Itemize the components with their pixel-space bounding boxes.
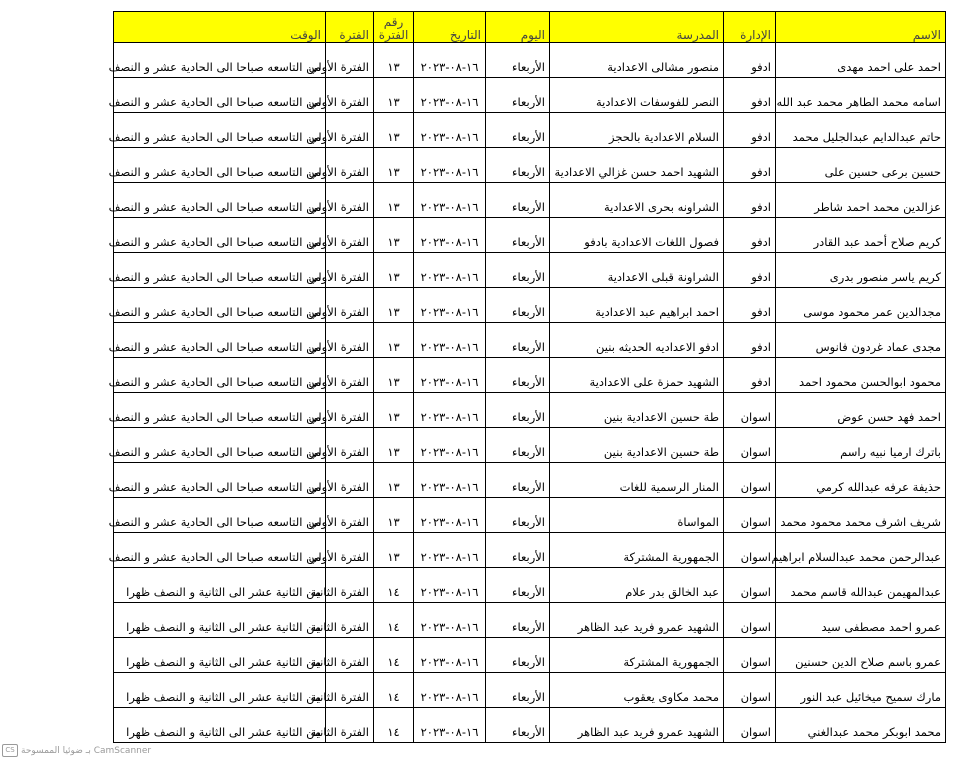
cell-date: ١٦-٠٨-٢٠٢٣ (414, 498, 486, 533)
cell-admin: ادفو (724, 183, 776, 218)
cell-name: اسامه محمد الطاهر محمد عبد الله (776, 78, 946, 113)
cell-admin: ادفو (724, 218, 776, 253)
cell-day: الأربعاء (486, 463, 550, 498)
cell-name: محمود ابوالحسن محمود احمد (776, 358, 946, 393)
cell-period-number: ١٣ (374, 183, 414, 218)
cell-name: حذيفة عرفه عبدالله كرمي (776, 463, 946, 498)
table-row (114, 148, 946, 183)
cell-day: الأربعاء (486, 708, 550, 743)
cell-period: الفترة الأولي (326, 78, 374, 113)
cell-date: ١٦-٠٨-٢٠٢٣ (414, 533, 486, 568)
cell-time: من التاسعه صباحا الى الحادية عشر و النصف (114, 358, 326, 393)
cell-date: ١٦-٠٨-٢٠٢٣ (414, 393, 486, 428)
cell-name: عمرو باسم صلاح الدين حسنين (776, 638, 946, 673)
cell-school: الجمهورية المشتركة (550, 638, 724, 673)
cell-time: من التاسعه صباحا الى الحادية عشر و النصف (114, 323, 326, 358)
cell-day: الأربعاء (486, 358, 550, 393)
table-row (114, 358, 946, 393)
cell-time: من الثانية عشر الى الثانية و النصف ظهرا (114, 673, 326, 708)
table-row (114, 603, 946, 638)
cell-period-number: ١٤ (374, 673, 414, 708)
cell-period-number: ١٣ (374, 113, 414, 148)
cell-date: ١٦-٠٨-٢٠٢٣ (414, 288, 486, 323)
cell-admin: اسوان (724, 463, 776, 498)
cell-date: ١٦-٠٨-٢٠٢٣ (414, 113, 486, 148)
cell-time: من التاسعه صباحا الى الحادية عشر و النصف (114, 218, 326, 253)
cell-school: النصر للفوسفات الاعدادية (550, 78, 724, 113)
cell-name: عبدالرحمن محمد عبدالسلام ابراهيم (776, 533, 946, 568)
cell-day: الأربعاء (486, 78, 550, 113)
cell-admin: ادفو (724, 43, 776, 78)
cell-date: ١٦-٠٨-٢٠٢٣ (414, 568, 486, 603)
table-body (108, 43, 946, 743)
watermark-text: CamScanner بـ ضوئيا الممسوحة (21, 745, 152, 756)
cell-day: الأربعاء (486, 43, 550, 78)
cell-day: الأربعاء (486, 533, 550, 568)
cell-school: الشهيد عمرو فريد عبد الظاهر (550, 603, 724, 638)
cell-period-number: ١٣ (374, 498, 414, 533)
table-row (114, 323, 946, 358)
cell-name: عزالدين محمد احمد شاطر (776, 183, 946, 218)
cell-period: الفترة الثانية (326, 603, 374, 638)
table-row (114, 393, 946, 428)
cell-day: الأربعاء (486, 498, 550, 533)
cell-admin: ادفو (724, 288, 776, 323)
cell-time: من التاسعه صباحا الى الحادية عشر و النصف (114, 288, 326, 323)
table-row (114, 638, 946, 673)
cell-time: من التاسعه صباحا الى الحادية عشر و النصف (114, 393, 326, 428)
cell-name: احمد فهد حسن عوض (776, 393, 946, 428)
table-row (114, 183, 946, 218)
table-row (114, 708, 946, 743)
cell-name: عبدالمهيمن عبدالله قاسم محمد (776, 568, 946, 603)
cell-time: من التاسعه صباحا الى الحادية عشر و النصف (114, 428, 326, 463)
cell-period: الفترة الأولي (326, 253, 374, 288)
cell-name: مجدى عماد غردون فانوس (776, 323, 946, 358)
cell-admin: اسوان (724, 393, 776, 428)
cell-day: الأربعاء (486, 638, 550, 673)
cell-time: من التاسعه صباحا الى الحادية عشر و النصف (114, 253, 326, 288)
table-row (114, 533, 946, 568)
table-row (114, 498, 946, 533)
cell-admin: ادفو (724, 78, 776, 113)
cell-admin: ادفو (724, 358, 776, 393)
cell-period: الفترة الثانية (326, 708, 374, 743)
cell-admin: ادفو (724, 113, 776, 148)
cell-name: حسين برعى حسين على (776, 148, 946, 183)
cell-period-number: ١٣ (374, 148, 414, 183)
cell-school: الشراونه بحرى الاعدادية (550, 183, 724, 218)
cell-name: مجدالدين عمر محمود موسى (776, 288, 946, 323)
cell-name: شريف اشرف محمد محمود محمد (776, 498, 946, 533)
cell-day: الأربعاء (486, 183, 550, 218)
cell-period-number: ١٣ (374, 218, 414, 253)
cell-period-number: ١٣ (374, 463, 414, 498)
cell-name: احمد على احمد مهدى (776, 43, 946, 78)
cell-period: الفترة الأولي (326, 323, 374, 358)
cell-name: باترك ارميا نبيه راسم (776, 428, 946, 463)
cell-name: كريم ياسر منصور بدرى (776, 253, 946, 288)
cell-period-number: ١٣ (374, 288, 414, 323)
table-row (114, 253, 946, 288)
cell-period: الفترة الأولي (326, 288, 374, 323)
cell-date: ١٦-٠٨-٢٠٢٣ (414, 708, 486, 743)
cell-date: ١٦-٠٨-٢٠٢٣ (414, 218, 486, 253)
cell-date: ١٦-٠٨-٢٠٢٣ (414, 428, 486, 463)
cell-school: المواساة (550, 498, 724, 533)
header-day: اليوم (486, 12, 550, 43)
cell-day: الأربعاء (486, 428, 550, 463)
header-period-number: رقم الفترة (374, 12, 414, 43)
cell-time: من الثانية عشر الى الثانية و النصف ظهرا (114, 603, 326, 638)
header-name: الاسم (776, 12, 946, 43)
header-admin: الإدارة (724, 12, 776, 43)
cell-period-number: ١٣ (374, 533, 414, 568)
table-row (114, 43, 946, 78)
cell-day: الأربعاء (486, 603, 550, 638)
cell-admin: اسوان (724, 428, 776, 463)
cell-period-number: ١٤ (374, 568, 414, 603)
cell-admin: ادفو (724, 148, 776, 183)
table-row (114, 113, 946, 148)
cell-period: الفترة الأولي (326, 218, 374, 253)
header-date: التاريخ (414, 12, 486, 43)
cell-date: ١٦-٠٨-٢٠٢٣ (414, 673, 486, 708)
cell-time: من التاسعه صباحا الى الحادية عشر و النصف (114, 78, 326, 113)
cell-period-number: ١٤ (374, 603, 414, 638)
cell-period-number: ١٣ (374, 78, 414, 113)
table-row (114, 463, 946, 498)
cell-day: الأربعاء (486, 148, 550, 183)
header-row (114, 12, 946, 43)
cell-time: من التاسعه صباحا الى الحادية عشر و النصف (114, 148, 326, 183)
cell-period-number: ١٣ (374, 358, 414, 393)
cell-date: ١٦-٠٨-٢٠٢٣ (414, 638, 486, 673)
table-row (114, 673, 946, 708)
table-row (114, 78, 946, 113)
cell-name: عمرو احمد مصطفى سيد (776, 603, 946, 638)
cell-day: الأربعاء (486, 568, 550, 603)
cell-name: مارك سميح ميخائيل عبد النور (776, 673, 946, 708)
cell-school: ادفو الاعداديه الحديثه بنين (550, 323, 724, 358)
cell-period-number: ١٤ (374, 638, 414, 673)
cell-day: الأربعاء (486, 393, 550, 428)
cell-day: الأربعاء (486, 253, 550, 288)
cell-school: محمد مكاوى يعقوب (550, 673, 724, 708)
header-school: المدرسة (550, 12, 724, 43)
cell-admin: اسوان (724, 568, 776, 603)
cell-date: ١٦-٠٨-٢٠٢٣ (414, 148, 486, 183)
cell-school: عبد الخالق بدر علام (550, 568, 724, 603)
cell-admin: اسوان (724, 498, 776, 533)
cell-school: طة حسين الاعدادية بنين (550, 428, 724, 463)
cell-school: السلام الاعدادية بالحجز (550, 113, 724, 148)
cell-time: من التاسعه صباحا الى الحادية عشر و النصف (114, 113, 326, 148)
cell-time: من الثانية عشر الى الثانية و النصف ظهرا (114, 638, 326, 673)
header-period: الفترة (326, 12, 374, 43)
cell-time: من التاسعه صباحا الى الحادية عشر و النصف (114, 533, 326, 568)
cell-admin: ادفو (724, 253, 776, 288)
cell-period: الفترة الثانية (326, 638, 374, 673)
scanner-watermark (2, 744, 151, 757)
cell-admin: اسوان (724, 603, 776, 638)
cell-day: الأربعاء (486, 323, 550, 358)
cell-time: من الثانية عشر الى الثانية و النصف ظهرا (114, 568, 326, 603)
schedule-table (108, 11, 946, 743)
cell-school: احمد ابراهيم عبد الاعدادية (550, 288, 724, 323)
cell-day: الأربعاء (486, 288, 550, 323)
cell-period-number: ١٤ (374, 708, 414, 743)
cell-period: الفترة الأولي (326, 183, 374, 218)
cell-name: حاتم عبدالدايم عبدالجليل محمد (776, 113, 946, 148)
cell-name: كريم صلاح أحمد عبد القادر (776, 218, 946, 253)
cell-admin: اسوان (724, 708, 776, 743)
cell-period: الفترة الأولي (326, 113, 374, 148)
cell-period: الفترة الأولي (326, 358, 374, 393)
cell-period: الفترة الأولي (326, 428, 374, 463)
cell-time: من التاسعه صباحا الى الحادية عشر و النصف (114, 43, 326, 78)
cell-period: الفترة الأولي (326, 43, 374, 78)
cell-date: ١٦-٠٨-٢٠٢٣ (414, 358, 486, 393)
cell-time: من التاسعه صباحا الى الحادية عشر و النصف (114, 183, 326, 218)
cell-period: الفترة الأولي (326, 393, 374, 428)
cell-school: الشراونة قبلى الاعدادية (550, 253, 724, 288)
cell-date: ١٦-٠٨-٢٠٢٣ (414, 463, 486, 498)
table-row (114, 288, 946, 323)
cell-period: الفترة الأولي (326, 148, 374, 183)
cell-period-number: ١٣ (374, 393, 414, 428)
table-row (114, 568, 946, 603)
cell-period-number: ١٣ (374, 43, 414, 78)
cell-period: الفترة الثانية (326, 673, 374, 708)
cell-period: الفترة الثانية (326, 568, 374, 603)
cell-school: فصول اللغات الاعدادية بادفو (550, 218, 724, 253)
camscanner-logo-icon: CS (2, 744, 18, 757)
table-row (114, 428, 946, 463)
cell-school: المنار الرسمية للغات (550, 463, 724, 498)
cell-period: الفترة الأولي (326, 463, 374, 498)
cell-school: منصور مشالى الاعدادية (550, 43, 724, 78)
cell-period: الفترة الأولي (326, 533, 374, 568)
cell-time: من الثانية عشر الى الثانية و النصف ظهرا (114, 708, 326, 743)
cell-period-number: ١٣ (374, 323, 414, 358)
cell-admin: اسوان (724, 638, 776, 673)
cell-date: ١٦-٠٨-٢٠٢٣ (414, 43, 486, 78)
cell-school: الشهيد حمزة على الاعدادية (550, 358, 724, 393)
cell-date: ١٦-٠٨-٢٠٢٣ (414, 78, 486, 113)
cell-school: طة حسين الاعدادية بنين (550, 393, 724, 428)
cell-period-number: ١٣ (374, 428, 414, 463)
cell-time: من التاسعه صباحا الى الحادية عشر و النصف (114, 498, 326, 533)
cell-school: الشهيد احمد حسن غزالي الاعدادية (550, 148, 724, 183)
cell-date: ١٦-٠٨-٢٠٢٣ (414, 253, 486, 288)
header-time: الوقت (114, 12, 326, 43)
cell-admin: اسوان (724, 533, 776, 568)
cell-period-number: ١٣ (374, 253, 414, 288)
table-row (114, 218, 946, 253)
cell-school: الجمهورية المشتركة (550, 533, 724, 568)
cell-day: الأربعاء (486, 673, 550, 708)
cell-date: ١٦-٠٨-٢٠٢٣ (414, 603, 486, 638)
cell-school: الشهيد عمرو فريد عبد الظاهر (550, 708, 724, 743)
cell-day: الأربعاء (486, 113, 550, 148)
cell-admin: اسوان (724, 673, 776, 708)
cell-name: محمد ابوبكر محمد عبدالغني (776, 708, 946, 743)
cell-period: الفترة الأولي (326, 498, 374, 533)
cell-day: الأربعاء (486, 218, 550, 253)
cell-date: ١٦-٠٨-٢٠٢٣ (414, 183, 486, 218)
cell-admin: ادفو (724, 323, 776, 358)
cell-date: ١٦-٠٨-٢٠٢٣ (414, 323, 486, 358)
cell-time: من التاسعه صباحا الى الحادية عشر و النصف (114, 463, 326, 498)
